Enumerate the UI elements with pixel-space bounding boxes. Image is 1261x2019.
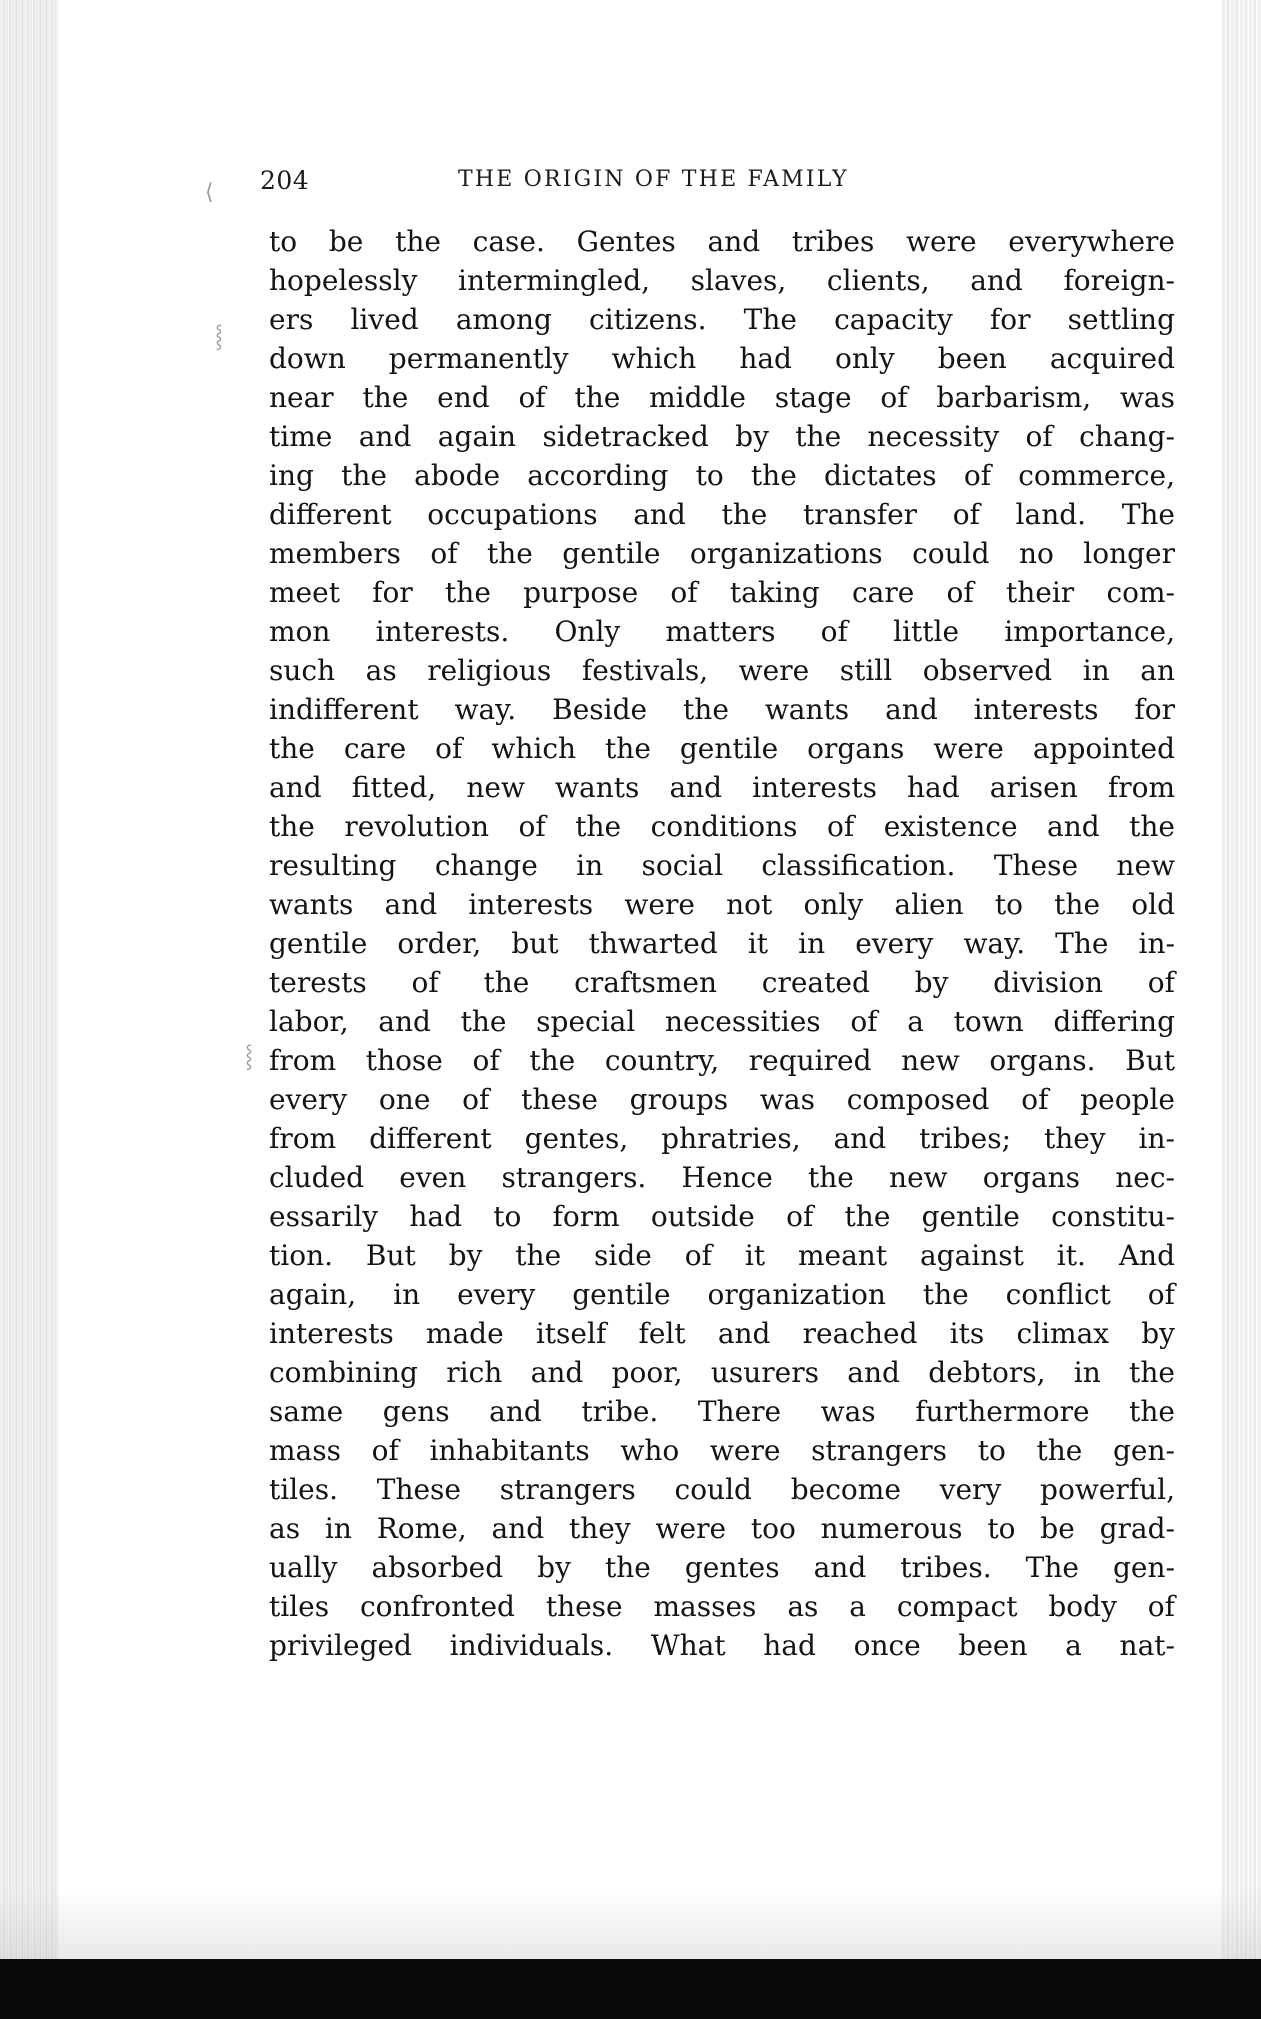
- text-line: terests of the craftsmen created by division of: [269, 966, 1175, 999]
- text-line: wants and interests were not only alien to the old: [269, 888, 1175, 921]
- text-line: labor, and the special necessities of a town differing: [269, 1005, 1175, 1038]
- text-line: mon interests. Only matters of little importance,: [269, 615, 1175, 648]
- text-line: same gens and tribe. There was furthermore the: [269, 1395, 1175, 1428]
- text-line: the revolution of the conditions of existence and the: [269, 810, 1175, 843]
- binding-gutter-shadow: [0, 0, 58, 2019]
- text-line: ers lived among citizens. The capacity for settling: [269, 303, 1175, 336]
- text-line: mass of inhabitants who were strangers to the gen-: [269, 1434, 1175, 1467]
- scan-shadow: [0, 1889, 1261, 1959]
- text-line: ually absorbed by the gentes and tribes. The gen-: [269, 1551, 1175, 1584]
- text-line: the care of which the gentile organs were appointed: [269, 732, 1175, 765]
- text-line: interests made itself felt and reached its climax by: [269, 1317, 1175, 1350]
- page-header: [260, 166, 980, 206]
- text-line: resulting change in social classification. These new: [269, 849, 1175, 882]
- text-line: such as religious festivals, were still observed in an: [269, 654, 1175, 687]
- text-line: meet for the purpose of taking care of their com-: [269, 576, 1175, 609]
- page-edge-shadow: [1221, 0, 1261, 2019]
- running-title: THE ORIGIN OF THE FAMILY: [458, 167, 849, 192]
- text-line: time and again sidetracked by the necessity of chang-: [269, 420, 1175, 453]
- margin-pencil-mark: ⟨: [205, 180, 214, 205]
- page-number: 204: [260, 166, 310, 195]
- text-line: ing the abode according to the dictates of commerce,: [269, 459, 1175, 492]
- text-line: members of the gentile organizations could no longer: [269, 537, 1175, 570]
- text-line: tion. But by the side of it meant against it. And: [269, 1239, 1175, 1272]
- text-line: from different gentes, phratries, and tribes; they in-: [269, 1122, 1175, 1155]
- text-line: from those of the country, required new organs. But: [269, 1044, 1175, 1077]
- text-line: as in Rome, and they were too numerous to be grad-: [269, 1512, 1175, 1545]
- text-line: tiles. These strangers could become very powerful,: [269, 1473, 1175, 1506]
- text-line: combining rich and poor, usurers and debtors, in the: [269, 1356, 1175, 1389]
- text-line: down permanently which had only been acquired: [269, 342, 1175, 375]
- text-line: near the end of the middle stage of barbarism, was: [269, 381, 1175, 414]
- scan-border: [0, 1959, 1261, 2019]
- text-line: hopelessly intermingled, slaves, clients, and foreign-: [269, 264, 1175, 297]
- margin-pencil-mark: ⸾: [215, 324, 223, 349]
- text-line: essarily had to form outside of the gentile constitu-: [269, 1200, 1175, 1233]
- text-line: again, in every gentile organization the conflict of: [269, 1278, 1175, 1311]
- text-line: different occupations and the transfer of land. The: [269, 498, 1175, 531]
- text-line: privileged individuals. What had once been a nat-: [269, 1629, 1175, 1662]
- text-line: indifferent way. Beside the wants and interests for: [269, 693, 1175, 726]
- text-line: gentile order, but thwarted it in every way. The in-: [269, 927, 1175, 960]
- text-line: every one of these groups was composed of people: [269, 1083, 1175, 1116]
- body-text: [269, 222, 1175, 1665]
- margin-pencil-mark: ⸾: [245, 1044, 253, 1069]
- text-line: tiles confronted these masses as a compact body of: [269, 1590, 1175, 1623]
- text-line: cluded even strangers. Hence the new organs nec-: [269, 1161, 1175, 1194]
- text-line: and fitted, new wants and interests had arisen from: [269, 771, 1175, 804]
- text-line: to be the case. Gentes and tribes were everywhere: [269, 225, 1175, 258]
